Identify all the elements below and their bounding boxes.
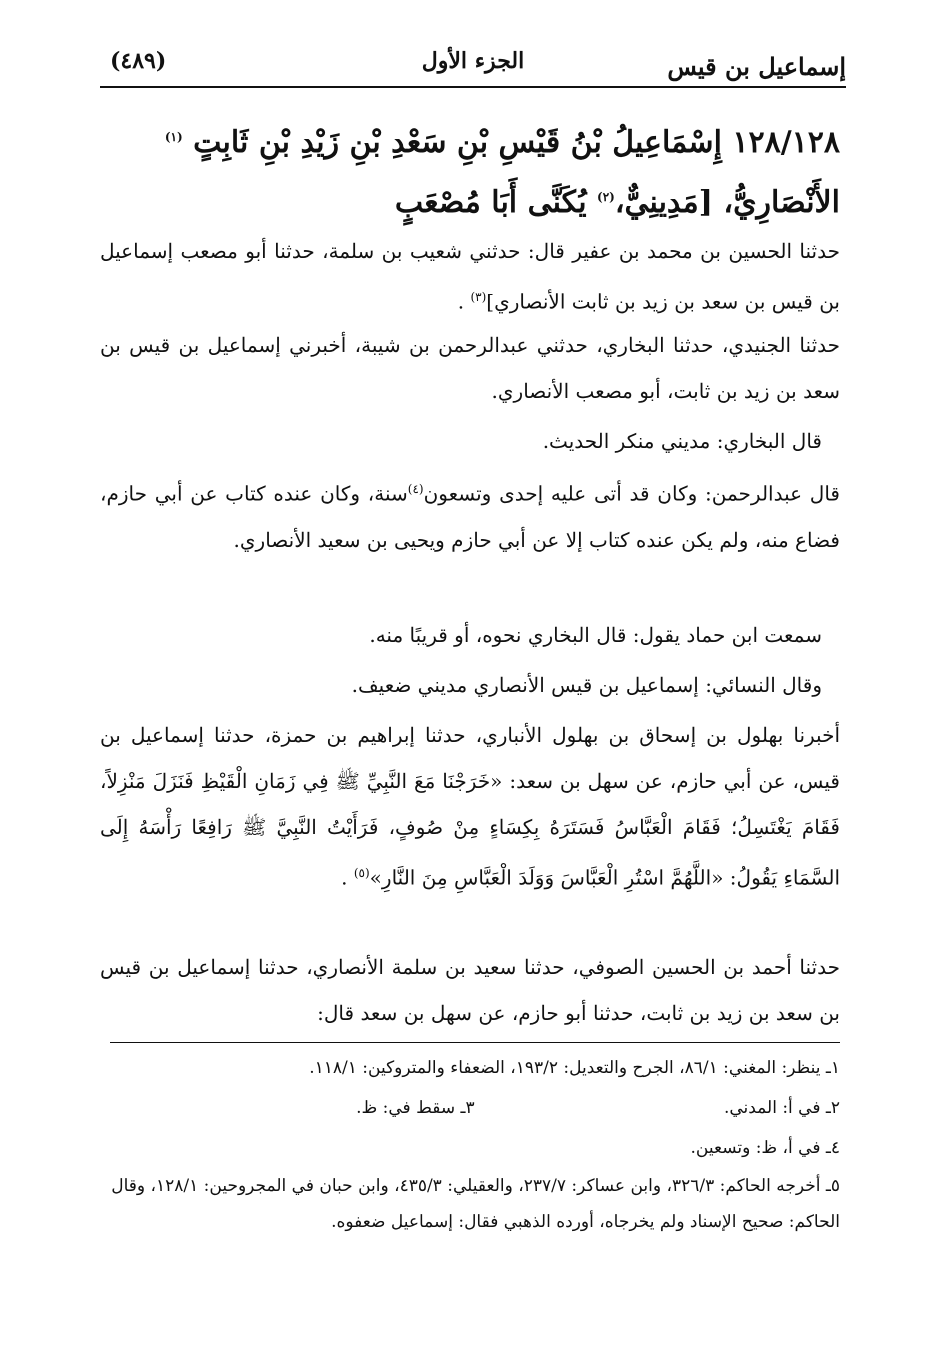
paragraph-isnad-2: حدثنا الجنيدي، حدثنا البخاري، حدثني عبدالرحمن بن شيبة، أخبرني إسماعيل بن قيس بن سعد بن زيد بن ثابت، أبو مصعب الأنصاري. [100, 333, 840, 403]
running-title: إسماعيل بن قيس [667, 52, 846, 81]
entry-title [100, 110, 840, 230]
page-number: (٤٨٩) [110, 48, 167, 74]
paragraph-bukhari: قال البخاري: مديني منكر الحديث. [542, 429, 822, 453]
footnote-ref-5: (٥) [353, 866, 370, 880]
footnote-ref-2: (٢) [597, 190, 615, 204]
header-divider [100, 86, 846, 88]
footnotes-2-3 [100, 1090, 840, 1126]
footnote-1: ١ـ ينظر: المغني: ٨٦/١، الجرح والتعديل: ١٩٣/٢، الضعفاء والمتروكين: ١١٨/١. [309, 1058, 840, 1078]
footnote-divider [110, 1042, 840, 1043]
page-header [100, 44, 846, 84]
paragraph-isnad-3: حدثنا أحمد بن الحسين الصوفي، حدثنا سعيد بن سلمة الأنصاري، حدثنا إسماعيل بن قيس بن سعد بن زيد بن ثابت، حدثنا أبو حازم، عن سهل بن سعد قال: [100, 955, 840, 1025]
footnote-ref-3: (٣) [470, 290, 487, 304]
entry-title-line1: ١٢٨/١٢٨ إِسْمَاعِيلُ بْنُ قَيْسِ بْنِ سَعْدِ بْنِ زَيْدِ بْنِ ثَابِتٍ [193, 125, 840, 160]
paragraph-isnad-1: حدثنا الحسين بن محمد بن عفير قال: حدثني شعيب بن سلمة، حدثنا أبو مصعب إسماعيل بن قيس بن سعد بن زيد بن ثابت الأنصاري]$^{(٣)}$ . [100, 239, 840, 314]
paragraph-hadith: أخبرنا بهلول بن إسحاق بن بهلول الأنباري، حدثنا إبراهيم بن حمزة، حدثنا إسماعيل بن قيس، عن أبي حازم، عن سهل بن سعد: «خَرَجْنَا مَعَ النَّبِيِّ ﷺ فِي زَمَانِ الْقَيْظِ فَنَزَلَ مَنْزِلاً، فَقَامَ يَغْتَسِلُ؛ فَقَامَ الْعَبَّاسُ فَسَتَرَهُ بِكِسَاءٍ مِنْ صُوفٍ، فَرَأَيْتُ النَّبِيَّ ﷺ رَافِعًا رَأْسَهُ إِلَى السَّمَاءِ يَقُولُ: «اللَّهُمَّ اسْتُرِ الْعَبَّاسَ وَوَلَدَ الْعَبَّاسِ مِنَ النَّارِ»$^{(٥)}$ . [100, 723, 840, 890]
footnote-ref-4: (٤) [407, 482, 424, 496]
volume-label: الجزء الأول [421, 48, 525, 74]
footnote-4: ٤ـ في أ، ظ: وتسعين. [690, 1138, 840, 1158]
paragraph-nasai: وقال النسائي: إسماعيل بن قيس الأنصاري مديني ضعيف. [351, 673, 822, 697]
entry-title-kunya: يُكَنَّى أَبَا مُصْعَبٍ [394, 185, 587, 220]
footnote-ref-1: (١) [164, 130, 183, 144]
footnote-2: ٢ـ في أ: المدني. [723, 1098, 840, 1118]
paragraph-ibn-hammad: سمعت ابن حماد يقول: قال البخاري نحوه، أو قريبًا منه. [369, 623, 822, 647]
footnote-5: ٥ـ أخرجه الحاكم: ٣٢٦/٣، وابن عساكر: ٢٣٧/٧، والعقيلي: ٤٣٥/٣، وابن حبان في المجروحين: ١٢٨/١، وقال الحاكم: صحيح الإسناد ولم يخرجاه، أورده الذهبي فقال: إسماعيل ضعفوه. [111, 1176, 840, 1232]
entry-title-line2: الأَنْصَارِيُّ، [مَدِينِيٌّ، [614, 185, 840, 220]
paragraph-abdulrahman: قال عبدالرحمن: وكان قد أتى عليه إحدى وتسعون$^{(٤)}$سنة، وكان عنده كتاب عن أبي حازم، فضاع منه، ولم يكن عنده كتاب إلا عن أبي حازم ويحيى بن سعيد الأنصاري. [100, 481, 840, 552]
footnote-3: ٣ـ سقط في: ظ. [356, 1098, 475, 1118]
